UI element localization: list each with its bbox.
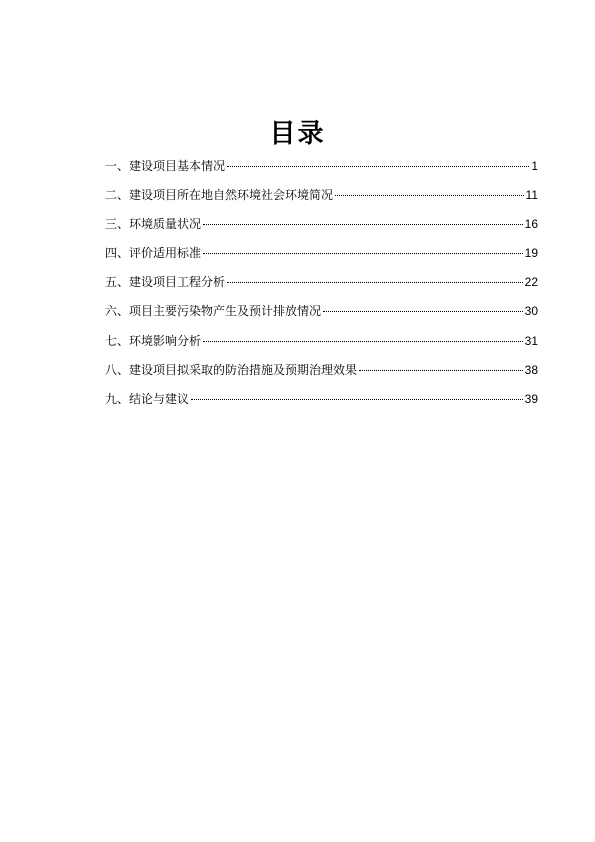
- toc-leader-dots: [203, 340, 523, 342]
- toc-entry[interactable]: [105, 155, 538, 184]
- toc-entry-page: 22: [524, 275, 538, 290]
- toc-leader-dots: [191, 398, 523, 400]
- toc-entry[interactable]: [105, 388, 538, 417]
- toc-entry-page: 16: [524, 217, 538, 232]
- toc-leader-dots: [323, 310, 523, 312]
- toc-leader-dots: [203, 252, 523, 254]
- toc-entry-page: 39: [524, 391, 538, 406]
- toc-entry-text: 六、项目主要污染物产生及预计排放情况: [105, 304, 322, 319]
- toc-entry-page: 38: [524, 362, 538, 377]
- toc-leader-dots: [335, 194, 524, 196]
- toc-entry[interactable]: [105, 184, 538, 213]
- toc-entry-text: 二、建设项目所在地自然环境社会环境简况: [105, 188, 334, 203]
- toc-leader-dots: [227, 165, 529, 167]
- toc-entry-text: 八、建设项目拟采取的防治措施及预期治理效果: [105, 362, 358, 377]
- toc-entry[interactable]: [105, 213, 538, 242]
- toc-leader-dots: [203, 223, 523, 225]
- toc-entry-text: 一、建设项目基本情况: [105, 159, 226, 173]
- toc-leader-dots: [359, 369, 523, 371]
- toc-entry-text: 七、环境影响分析: [105, 333, 202, 348]
- toc-entry-text: 五、建设项目工程分析: [105, 275, 226, 290]
- toc-entry[interactable]: [105, 271, 538, 300]
- toc-entry-text: 三、环境质量状况: [105, 217, 202, 232]
- toc-entry-text: 四、评价适用标准: [105, 246, 202, 261]
- toc-leader-dots: [227, 281, 523, 283]
- toc-entry[interactable]: [105, 242, 538, 271]
- toc-entry[interactable]: [105, 359, 538, 388]
- toc-entry-page: 1: [531, 159, 538, 173]
- toc-entry[interactable]: [105, 330, 538, 359]
- toc-entry-page: 19: [524, 246, 538, 261]
- toc-entry-page: 11: [525, 188, 538, 203]
- toc-title: 目录: [269, 119, 326, 149]
- toc-list: [105, 155, 538, 417]
- toc-entry[interactable]: [105, 300, 538, 329]
- toc-entry-page: 31: [524, 333, 538, 348]
- toc-entry-page: 30: [524, 304, 538, 319]
- toc-entry-text: 九、结论与建议: [105, 391, 190, 406]
